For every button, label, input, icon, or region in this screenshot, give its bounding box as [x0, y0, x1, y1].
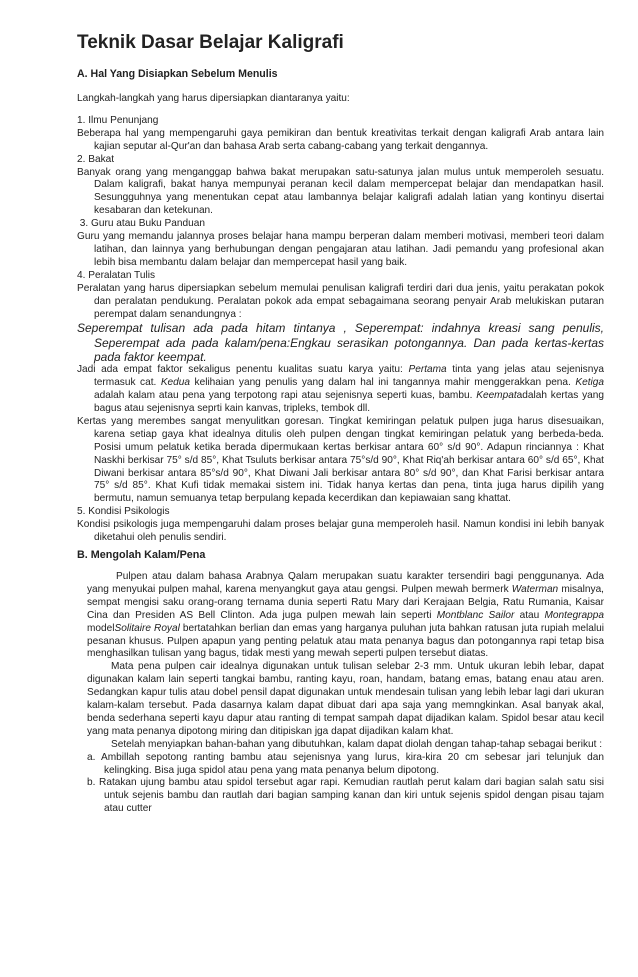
italic-term: Montegrappa	[544, 609, 604, 621]
poem-quote: Seperempat tulisan ada pada hitam tintanya , Seperempat: indahnya kreasi sang penulis, Seperempat ada pada kalam/pena:Engkau serasikan potongannya. Dan pada kertas-kertas pada faktor keempat.	[77, 321, 604, 364]
intro-paragraph: Langkah-langkah yang harus dipersiapkan diantaranya yaitu:	[77, 93, 350, 104]
steps-intro-paragraph: Setelah menyiapkan bahan-bahan yang dibutuhkan, kalam dapat diolah dengan tahap-tahap sebagai berikut :	[111, 738, 603, 750]
italic-term: Montblanc Sailor	[436, 609, 515, 621]
item-2-heading: 2. Bakat	[77, 153, 115, 165]
italic-term: Kedua	[160, 377, 191, 389]
step-a: a. Ambillah sepotong ranting bambu atau sejenisnya yang lurus, kira-kira 20 cm sebesar jari telunjuk dan kelingking. Bisa juga spidol atau pena yang mata penanya belum dipotong.	[87, 751, 604, 776]
italic-term: Solitaire Royal	[114, 622, 180, 634]
item-1-text: Beberapa hal yang mempengaruhi gaya pemikiran dan bentuk kreativitas terkait dengan kaligrafi Arab antara lain kajian seputar al-Qur'an dan bahasa Arab serta cabang-cabang yang terkait dengannya.	[77, 127, 604, 152]
text-run: bertatahkan berlian dan emas yang harganya puluhan juta bahkan ratusan juta rupiah melalui pesanan khusus. Pulpen apapun yang penting pelatuk atau mata penanya bagus dan potongannya rapi tetap bisa menghasilkan tulisan yang bagus, tidak mesti yang mewah seperti pulpen tersebut diatas.	[87, 622, 604, 660]
section-b-heading: B. Mengolah Kalam/Pena	[77, 548, 206, 561]
text-run: atau	[514, 609, 545, 621]
text-run: model	[87, 622, 115, 634]
item-4-heading: 4. Peralatan Tulis	[77, 269, 155, 281]
page-title: Teknik Dasar Belajar Kaligrafi	[77, 32, 344, 53]
italic-term: Ketiga	[575, 377, 604, 389]
item-5-text: Kondisi psikologis juga mempengaruhi dalam proses belajar guna memperoleh hasil. Namun kondisi ini lebih banyak diketahui oleh penulis sendiri.	[77, 519, 604, 544]
paper-angle-paragraph: Kertas yang merembes sangat menyulitkan goresan. Tingkat kemiringan pelatuk pulpen juga harus disesuaikan, karena setiap gaya khat idealnya ditulis oleh pulpen dengan tingkat kemiringan pelatuk yang berbeda-beda. Posisi umum pelatuk ketika berada dipermukaan kertas berkisar antara 60° s/d 90°. Adapun rinciannya : Khat Naskhi berkisar 75° s/d 85°, Khat Tsuluts berkisar antara 75°s/d 90°, Khat Riq'ah berkisar antara 60° s/d 65°, Khat Diwani berkisar antara 85°s/d 90°, Khat Diwani Jali berkisar antara 80° s/d 90°, dan Khat Farisi berkisar antara 75° s/d 85°. Khat Kufi tidak memakai sistem ini. Tidak hanya kertas dan pena, tinta juga harus dipilih yang bermutu, namun semuanya tetap berpulang kepada kecerdikan dan kepiawaian sang khattat.	[77, 415, 604, 505]
pen-paragraph	[77, 571, 604, 661]
italic-term: Pertama	[408, 364, 447, 376]
item-5-heading: 5. Kondisi Psikologis	[77, 506, 170, 518]
italic-term: Keempat	[476, 390, 517, 402]
text-run: tinta yang jelas atau sejenisnya termasuk cat.	[94, 364, 604, 389]
text-run: misalnya, sempat mengisi saku orang-orang ternama dunia seperti Ratu Mary dari Kerajaan Belgia, Ratu Rumania, Kaisar Cina dan Presiden AS Bell Clinton. Ada juga pulpen mewah lain seperti	[87, 583, 604, 621]
four-factors-paragraph	[77, 364, 604, 416]
section-a-heading: A. Hal Yang Disiapkan Sebelum Menulis	[77, 68, 278, 80]
text-run: adalah kertas yang bagus atau sejenisnya seprti kain kanvas, tripleks, tembok dll.	[94, 390, 604, 415]
text-run: Pulpen atau dalam bahasa Arabnya Qalam merupakan suatu karakter tersendiri bagi penggunanya. Ada yang menyukai pulpen mahal, karena menyangkut gaya atau gengsi. Pulpen mewah bermerk	[87, 570, 604, 595]
italic-term: Waterman	[511, 583, 559, 595]
step-b: b. Ratakan ujung bambu atau spidol tersebut agar rapi. Kemudian rautlah perut kalam dari bagian salah satu sisi untuk sejenis bambu dan rautlah dari bagian samping kanan dan kiri untuk sejenis spidol dengan pisau tajam atau cutter	[87, 777, 604, 815]
text-run: Jadi ada empat faktor sekaligus penentu kualitas suatu karya yaitu:	[77, 364, 409, 376]
item-1-heading: 1. Ilmu Penunjang	[77, 114, 159, 126]
item-2-text: Banyak orang yang menganggap bahwa bakat merupakan satu-satunya jalan mulus untuk memperoleh sesuatu. Dalam kaligrafi, bakat hanya mempunyai peranan kecil dalam mempercepat belajar dan mendapatkan hasil. Sesungguhnya yang menentukan cepat atau lambannya belajar kaligrafi adalah latian yang kontinyu disertai kesabaran dan ketekunan.	[77, 166, 604, 217]
nib-paragraph: Mata pena pulpen cair idealnya digunakan untuk tulisan selebar 2-3 mm. Untuk ukuran lebih lebar, dapat digunakan kalam lain seperti tangkai bambu, ranting kayu, roan, handam, batang emas, batang enau atau aren. Sedangkan kapur tulis atau dobel pensil dapat digunakan untuk mendesain tulisan yang lebih lebar lagi dari ukuran kalam-kalam tersebut. Pada dasarnya kalam dapat dibuat dari apa saja yang memngkinkan. Asal banyak akal, benda sederhana seperti kayu dapur atau ranting di tempat sampah dapat dijadikan kalam. Spidol besar atau kecil yang mata penanya dipotong miring dan ditipiskan jga dapat dijadikan kalam khat.	[87, 661, 604, 737]
text-run: adalah kalam atau pena yang terpotong rapi atau sejenisnya seperti kuas, bambu.	[94, 390, 477, 402]
item-3-heading: 3. Guru atau Buku Panduan	[77, 218, 205, 230]
document-page	[77, 32, 604, 816]
item-4-text: Peralatan yang harus dipersiapkan sebelum memulai penulisan kaligrafi terdiri dari dua jenis, yaitu perakatan pokok dan peralatan pendukung. Peralatan pokok ada empat sebagaimana seorang penyair Arab melukiskan putaran perempat dalam senandungnya :	[77, 282, 604, 320]
item-3-text: Guru yang memandu jalannya proses belajar hana mampu berperan dalam memberi motivasi, memberi teori dalam latihan, dan lainnya yang berhubungan dengan pengajaran atau latihan. Jadi pemandu yang profesional akan lebih bisa membantu dalam belajar dan mempercepat hasil yang baik.	[77, 231, 604, 268]
text-run: kelihaian yang penulis yang dalam hal ini tangannya mahir menggerakkan pena.	[190, 377, 576, 389]
